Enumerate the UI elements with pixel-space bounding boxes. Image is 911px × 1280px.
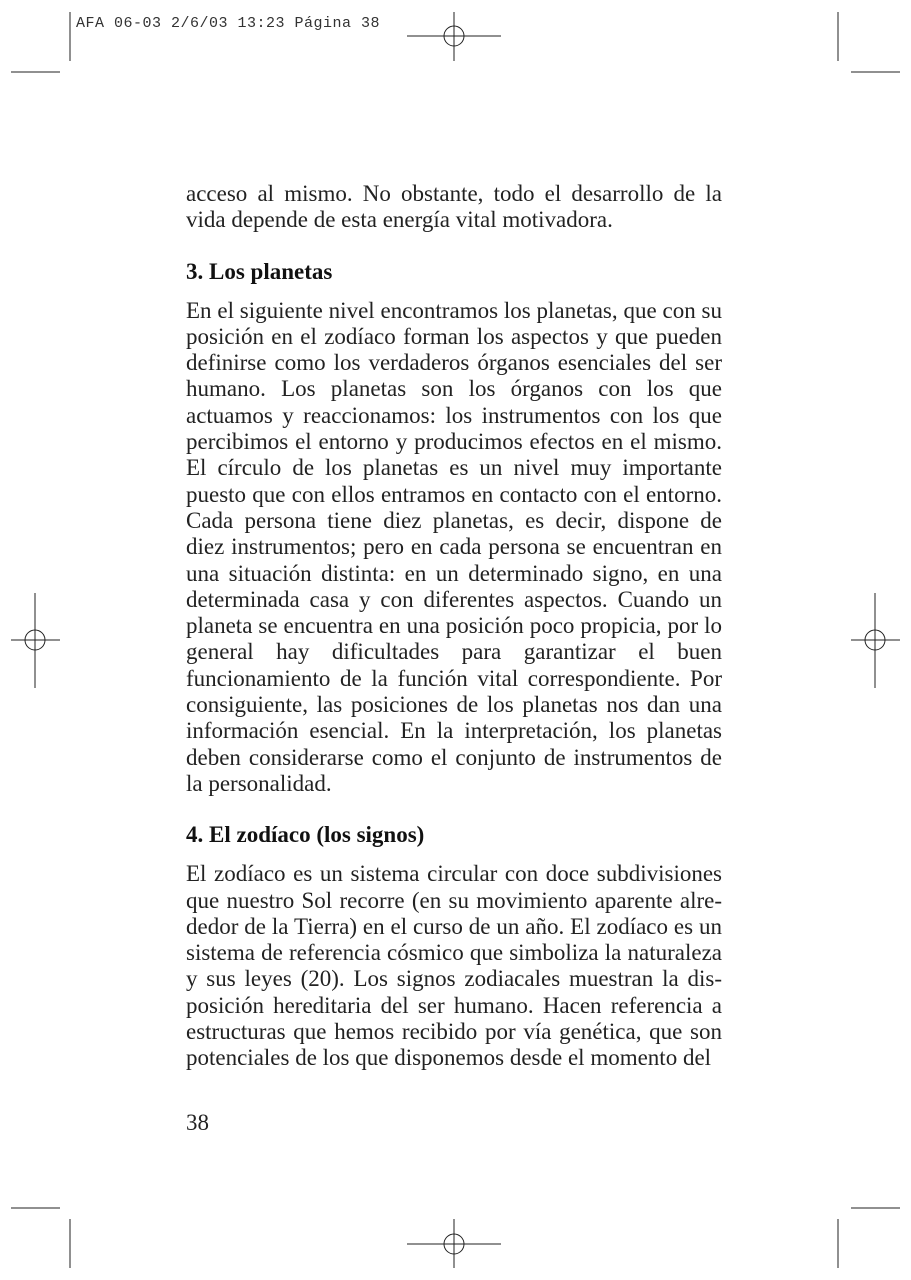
registration-mark-bottom [407,1219,501,1268]
planets-paragraph: En el siguiente nivel encontramos los planetas, que con su posición en el zodíaco forman los aspectos y que pueden definirse como los verdaderos órganos esenciales del ser humano. Los planetas son los órganos con los que actuamos y reaccionamos: los instrumentos con los que percibimos el entorno y producimos efectos en el mismo. El círculo de los planetas es un nivel muy importante puesto que con ellos entramos en contacto con el entorno. Cada persona tiene diez planetas, es decir, dispone de diez instrumentos; pero en cada persona se encuentran en una situación distinta: en un determinado signo, en una determinada casa y con diferentes aspectos. Cuando un planeta se encuentra en una posición poco propicia, por lo general hay dificultades para garantizar el buen funcionamiento de la función vital correspondiente. Por consiguiente, las posiciones de los planetas nos dan una información esencial. En la interpretación, los planetas deben considerarse como el conjunto de instrumentos de la personalidad. [186,297,722,796]
section-heading-zodiac: 4. El zodíaco (los signos) [186,822,425,848]
registration-mark-top [407,12,501,61]
section-heading-planets: 3. Los planetas [186,258,333,284]
page-number: 38 [186,1110,209,1135]
zodiac-paragraph: El zodíaco es un sistema circular con doce subdivisiones que nuestro Sol recorre (en su movimiento aparente alrededor de la Tierra) en el curso de un año. El zodíaco es un sistema de referencia cósmico que simboliza la naturaleza y sus leyes (20). Los signos zodiacales muestran la disposición hereditaria del ser humano. Hacen referencia a estructuras que hemos recibido por vía genética, que son potenciales de los que disponemos desde el momento del [186,861,722,1071]
intro-paragraph: acceso al mismo. No obstante, todo el desarrollo de la vida depende de esta energía vital motivadora. [186,181,722,233]
registration-mark-left [11,593,60,688]
page-body [186,181,722,1072]
registration-mark-right [851,593,900,688]
print-slug: AFA 06-03 2/6/03 13:23 Página 38 [76,15,381,32]
